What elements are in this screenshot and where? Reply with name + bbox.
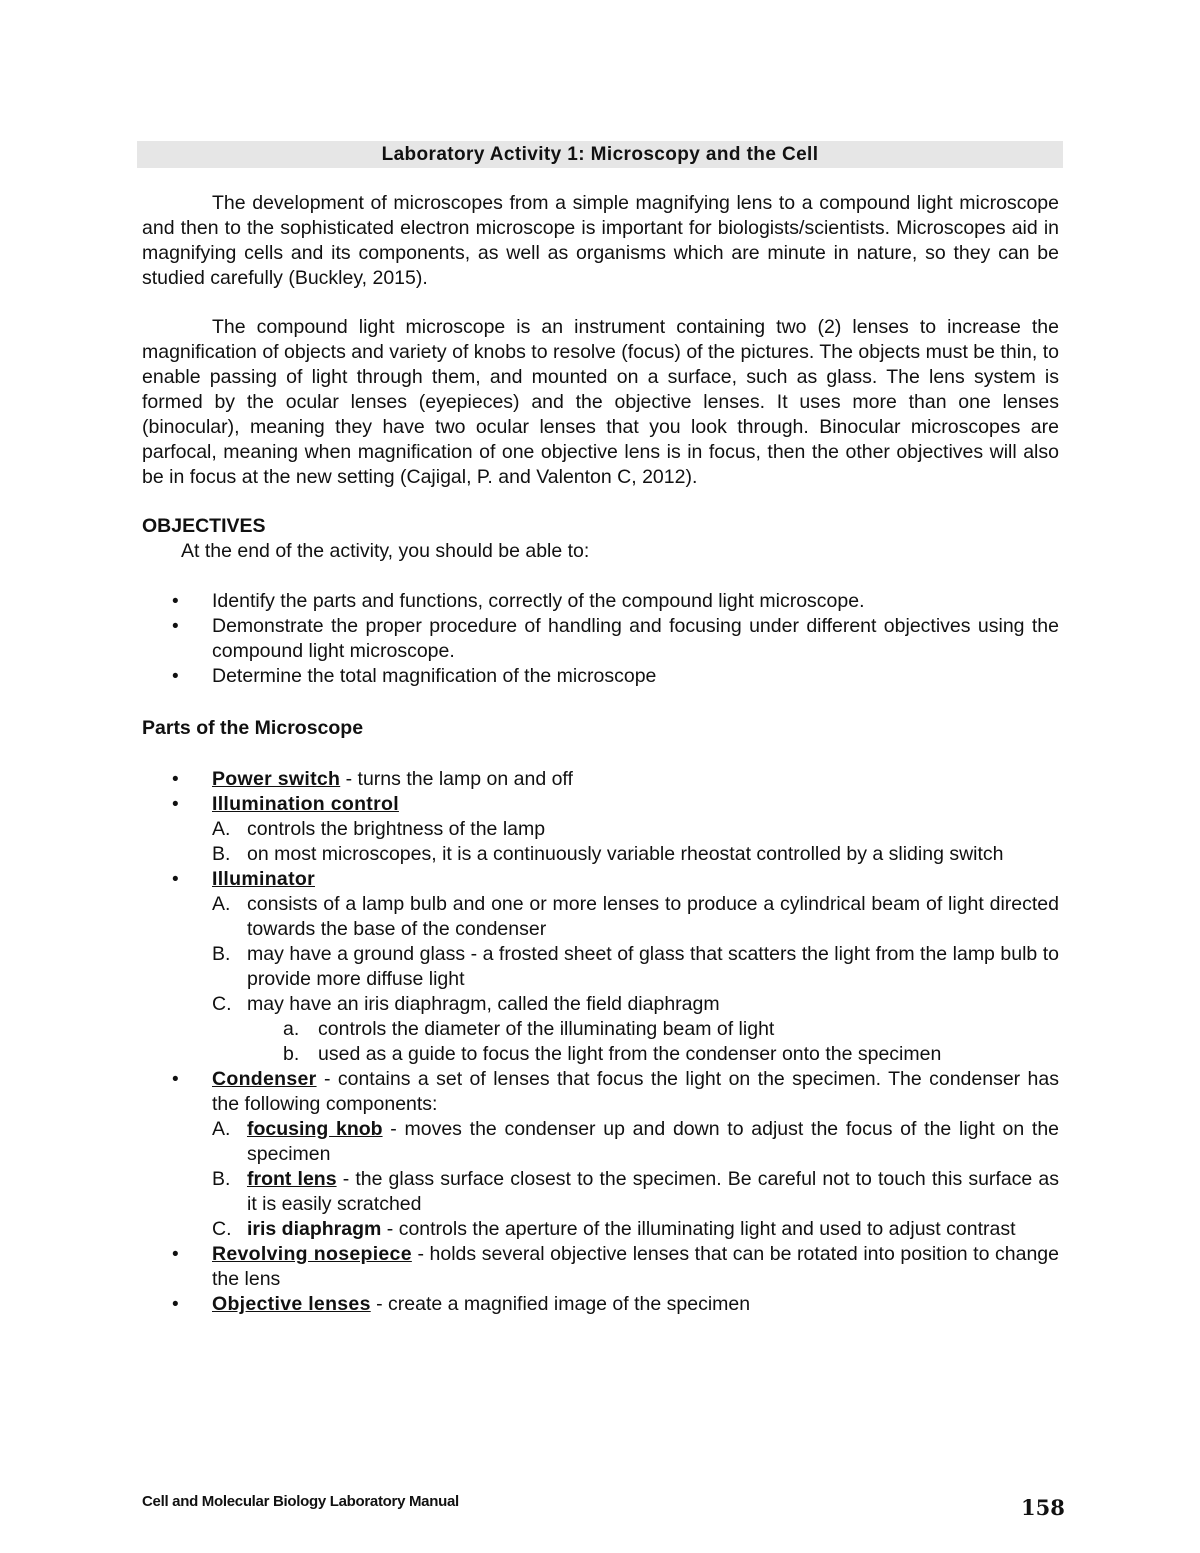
sub-sub-list: [283, 1017, 1059, 1067]
bullet-icon: •: [172, 769, 179, 790]
bullet-icon: •: [172, 666, 179, 687]
part-term: Illuminator: [212, 868, 315, 890]
part-objective-lenses: [142, 1292, 1059, 1317]
part-term: Objective lenses: [212, 1293, 371, 1315]
objectives-list: [142, 589, 1059, 689]
sub-term: focusing knob: [247, 1118, 383, 1140]
sub-item: B. front lens - the glass surface closest to the specimen. Be careful not to touch this surface as it is easily scratched: [212, 1168, 1060, 1215]
list-item: • Determine the total magnification of the microscope: [172, 665, 657, 687]
page-title: Laboratory Activity 1: Microscopy and the Cell: [137, 141, 1063, 168]
sub-item: A. focusing knob - moves the condenser up and down to adjust the focus of the light on the specimen: [212, 1118, 1060, 1165]
sub-item: C. may have an iris diaphragm, called the field diaphragm a. controls the diameter of the illuminating beam of light b. used as a guide to focus the light from the condenser onto the specimen: [212, 992, 1059, 1067]
part-illumination-control: [142, 792, 1059, 867]
bullet-icon: •: [172, 1069, 179, 1090]
part-condenser: [142, 1067, 1059, 1242]
part-term: Condenser: [212, 1068, 317, 1090]
bullet-icon: •: [172, 591, 179, 612]
sub-list: [212, 817, 1059, 867]
bullet-icon: •: [172, 1244, 179, 1265]
footer-manual-title: Cell and Molecular Biology Laboratory Manual: [142, 1493, 459, 1510]
part-term: Power switch: [212, 768, 341, 790]
objectives-intro: At the end of the activity, you should be able to:: [181, 540, 590, 562]
sub-term: iris diaphragm: [247, 1218, 382, 1240]
bullet-icon: •: [172, 794, 179, 815]
part-illuminator: [142, 867, 1059, 1067]
part-desc: - holds several objective lenses that can be rotated into position to change the lens: [212, 1243, 1059, 1290]
parts-heading: Parts of the Microscope: [142, 717, 364, 739]
sub-list: [212, 1117, 1059, 1242]
sub-item: B. on most microscopes, it is a continuously variable rheostat controlled by a sliding switch: [212, 843, 1004, 865]
bullet-icon: •: [172, 616, 179, 637]
sub-item: C. iris diaphragm - controls the aperture of the illuminating light and used to adjust contrast: [212, 1218, 1016, 1240]
sub-sub-item: b. used as a guide to focus the light from the condenser onto the specimen: [283, 1043, 942, 1065]
part-power-switch: [142, 767, 1059, 792]
part-revolving-nosepiece: [142, 1242, 1059, 1292]
sub-item: A. controls the brightness of the lamp: [212, 818, 546, 840]
list-item: • Demonstrate the proper procedure of handling and focusing under different objectives using the compound light microscope.: [172, 615, 1059, 662]
sub-item: A. consists of a lamp bulb and one or more lenses to produce a cylindrical beam of light directed towards the base of the condenser: [212, 893, 1059, 940]
part-desc: - turns the lamp on and off: [340, 768, 573, 790]
bullet-icon: •: [172, 869, 179, 890]
sub-item: B. may have a ground glass - a frosted sheet of glass that scatters the light from the lamp bulb to provide more diffuse light: [212, 943, 1059, 990]
sub-list: [212, 892, 1059, 1067]
intro-paragraph-1: The development of microscopes from a simple magnifying lens to a compound light microscope and then to the sophisticated electron microscope is important for biologists/scientists. Microscopes aid in magnifying cells and its components, as well as organisms which are minute in nature, so they can be studied carefully (Buckley, 2015).: [142, 192, 1059, 289]
sub-sub-item: a. controls the diameter of the illuminating beam of light: [283, 1018, 775, 1040]
objectives-heading: OBJECTIVES: [142, 515, 266, 537]
page-number: 158: [1021, 1495, 1065, 1520]
bullet-icon: •: [172, 1294, 179, 1315]
part-desc: - create a magnified image of the specimen: [370, 1293, 751, 1315]
list-item: • Identify the parts and functions, correctly of the compound light microscope.: [172, 590, 865, 612]
parts-list: [142, 767, 1059, 1317]
sub-term: front lens: [247, 1168, 337, 1190]
part-term: Illumination control: [212, 793, 399, 815]
part-term: Revolving nosepiece: [212, 1243, 412, 1265]
intro-paragraph-2: The compound light microscope is an instrument containing two (2) lenses to increase the magnification of objects and variety of knobs to resolve (focus) of the pictures. The objects must be thin, to enable passing of light through them, and mounted on a surface, such as glass. The lens system is formed by the ocular lenses (eyepieces) and the objective lenses. It uses more than one lenses (binocular), meaning they have two ocular lenses that you look through. Binocular microscopes are parfocal, meaning when magnification of one objective lens is in focus, then the other objectives will also be in focus at the new setting (Cajigal, P. and Valenton C, 2012).: [142, 316, 1059, 488]
part-desc: - contains a set of lenses that focus the light on the specimen. The condenser has the following components:: [212, 1068, 1059, 1115]
